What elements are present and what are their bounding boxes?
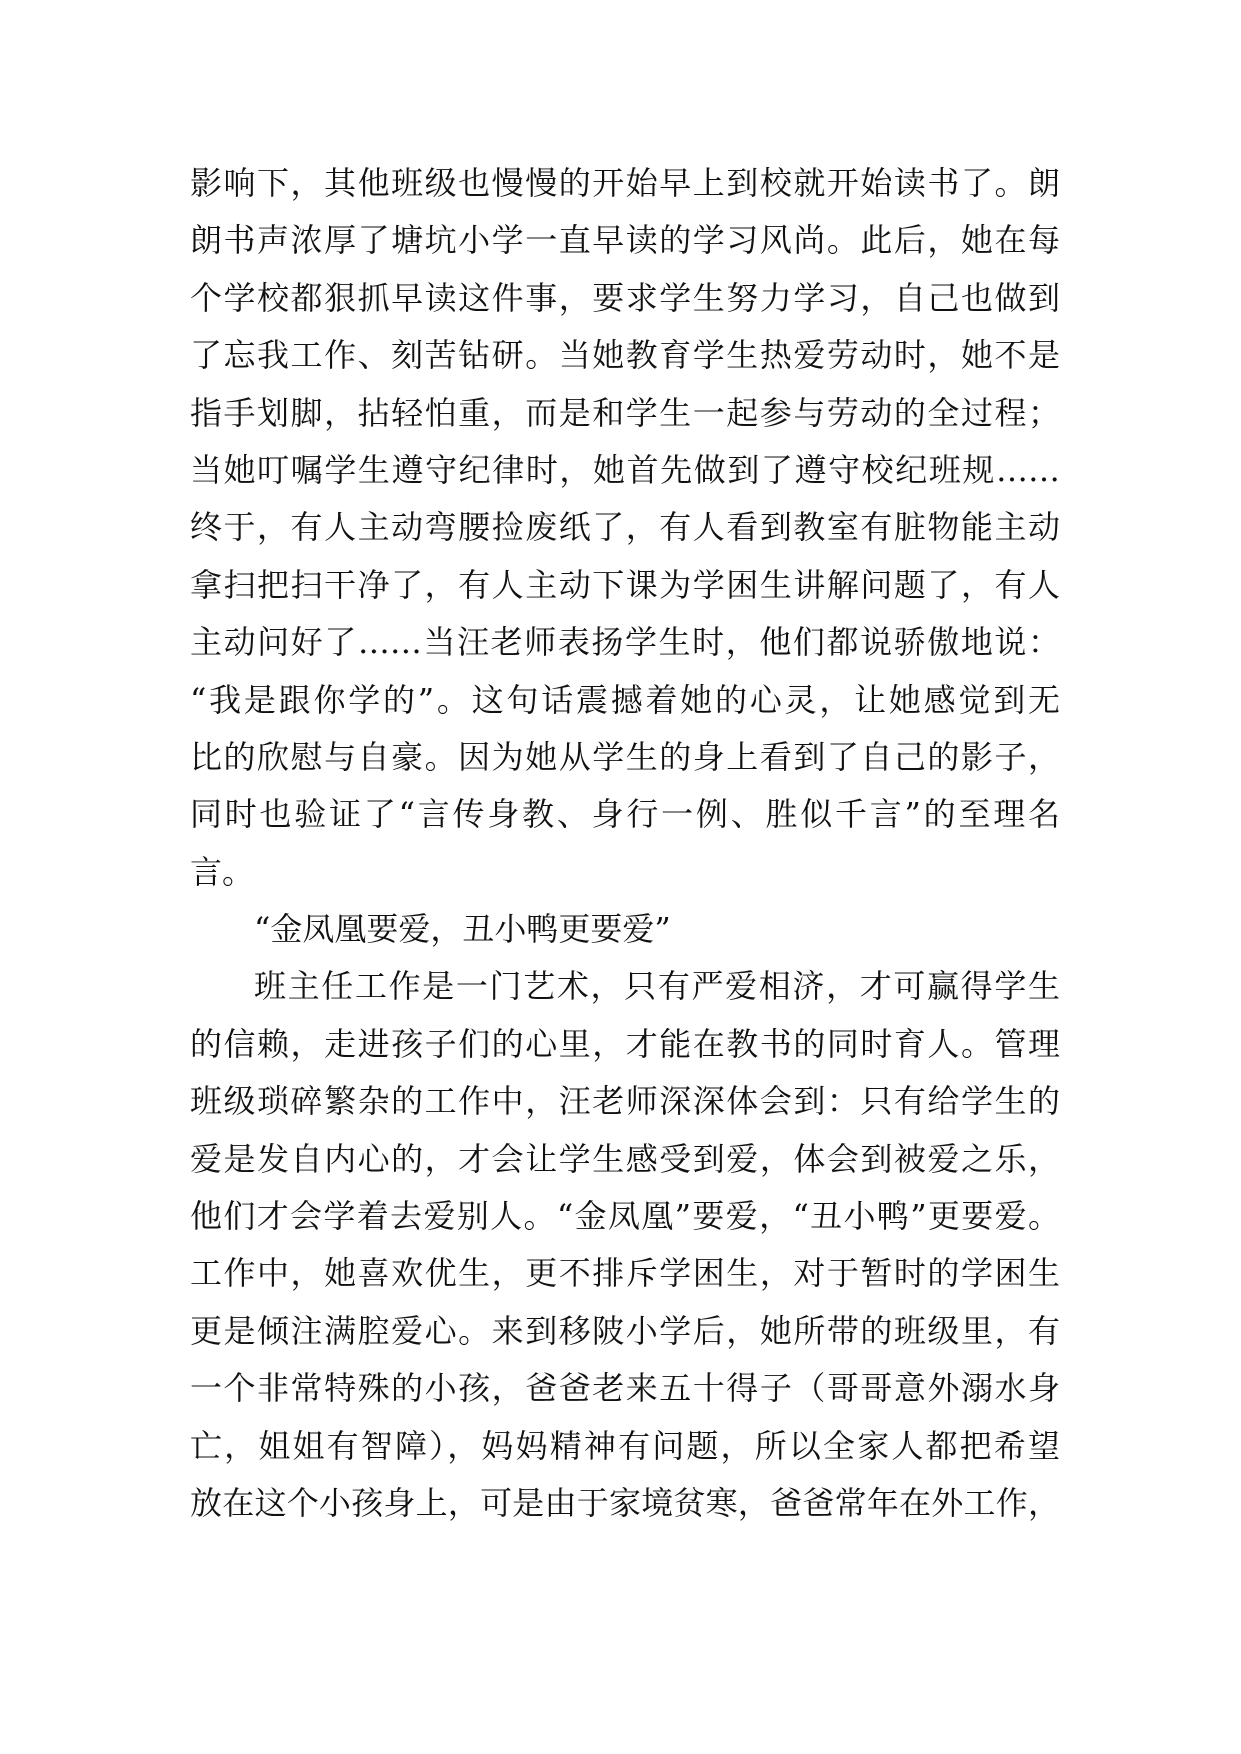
text-line: 当她叮嘱学生遵守纪律时，她首先做到了遵守校纪班规……: [190, 450, 1060, 489]
text-line: 班级琐碎繁杂的工作中，汪老师深深体会到：只有给学生的: [190, 1082, 1060, 1121]
text-line: “我是跟你学的”。这句话震撼着她的心灵，让她感觉到无: [190, 680, 1060, 719]
text-line: 朗书声浓厚了塘坑小学一直早读的学习风尚。此后，她在每: [190, 221, 1060, 260]
text-line: 了忘我工作、刻苦钻研。当她教育学生热爱劳动时，她不是: [190, 336, 1060, 375]
text-line: 的信赖，走进孩子们的心里，才能在教书的同时育人。管理: [190, 1024, 1060, 1063]
text-line: 同时也验证了“言传身教、身行一例、胜似千言”的至理名: [190, 795, 1060, 834]
text-line: 更是倾注满腔爱心。来到移陂小学后，她所带的班级里，有: [190, 1311, 1060, 1350]
text-line: 比的欣慰与自豪。因为她从学生的身上看到了自己的影子，: [190, 737, 1060, 776]
text-line: 指手划脚，拈轻怕重，而是和学生一起参与劳动的全过程；: [190, 393, 1060, 432]
text-line: 亡，姐姐有智障），妈妈精神有问题，所以全家人都把希望: [190, 1426, 1060, 1465]
text-line: 工作中，她喜欢优生，更不排斥学困生，对于暂时的学困生: [190, 1254, 1060, 1293]
text-line: 一个非常特殊的小孩，爸爸老来五十得子（哥哥意外溺水身: [190, 1369, 1060, 1408]
text-line: 言。: [190, 852, 255, 891]
text-line: 他们才会学着去爱别人。“金凤凰”要爱，“丑小鸭”更要爱。: [190, 1197, 1060, 1236]
text-line: 放在这个小孩身上，可是由于家境贫寒，爸爸常年在外工作，: [190, 1483, 1060, 1522]
text-line: 个学校都狠抓早读这件事，要求学生努力学习，自己也做到: [190, 278, 1060, 317]
text-line: 终于，有人主动弯腰捡废纸了，有人看到教室有脏物能主动: [190, 508, 1060, 547]
text-line: 影响下，其他班级也慢慢的开始早上到校就开始读书了。朗: [190, 164, 1060, 202]
text-line: 主动问好了……当汪老师表扬学生时，他们都说骄傲地说：: [190, 623, 1060, 662]
text-line: 拿扫把扫干净了，有人主动下课为学困生讲解问题了，有人: [190, 565, 1060, 604]
text-line: 班主任工作是一门艺术，只有严爱相济，才可赢得学生: [254, 967, 1060, 1006]
section-heading: “金凤凰要爱，丑小鸭更要爱”: [254, 910, 671, 949]
document-body: [190, 155, 1060, 1532]
text-line: 爱是发自内心的，才会让学生感受到爱，体会到被爱之乐，: [190, 1139, 1060, 1178]
